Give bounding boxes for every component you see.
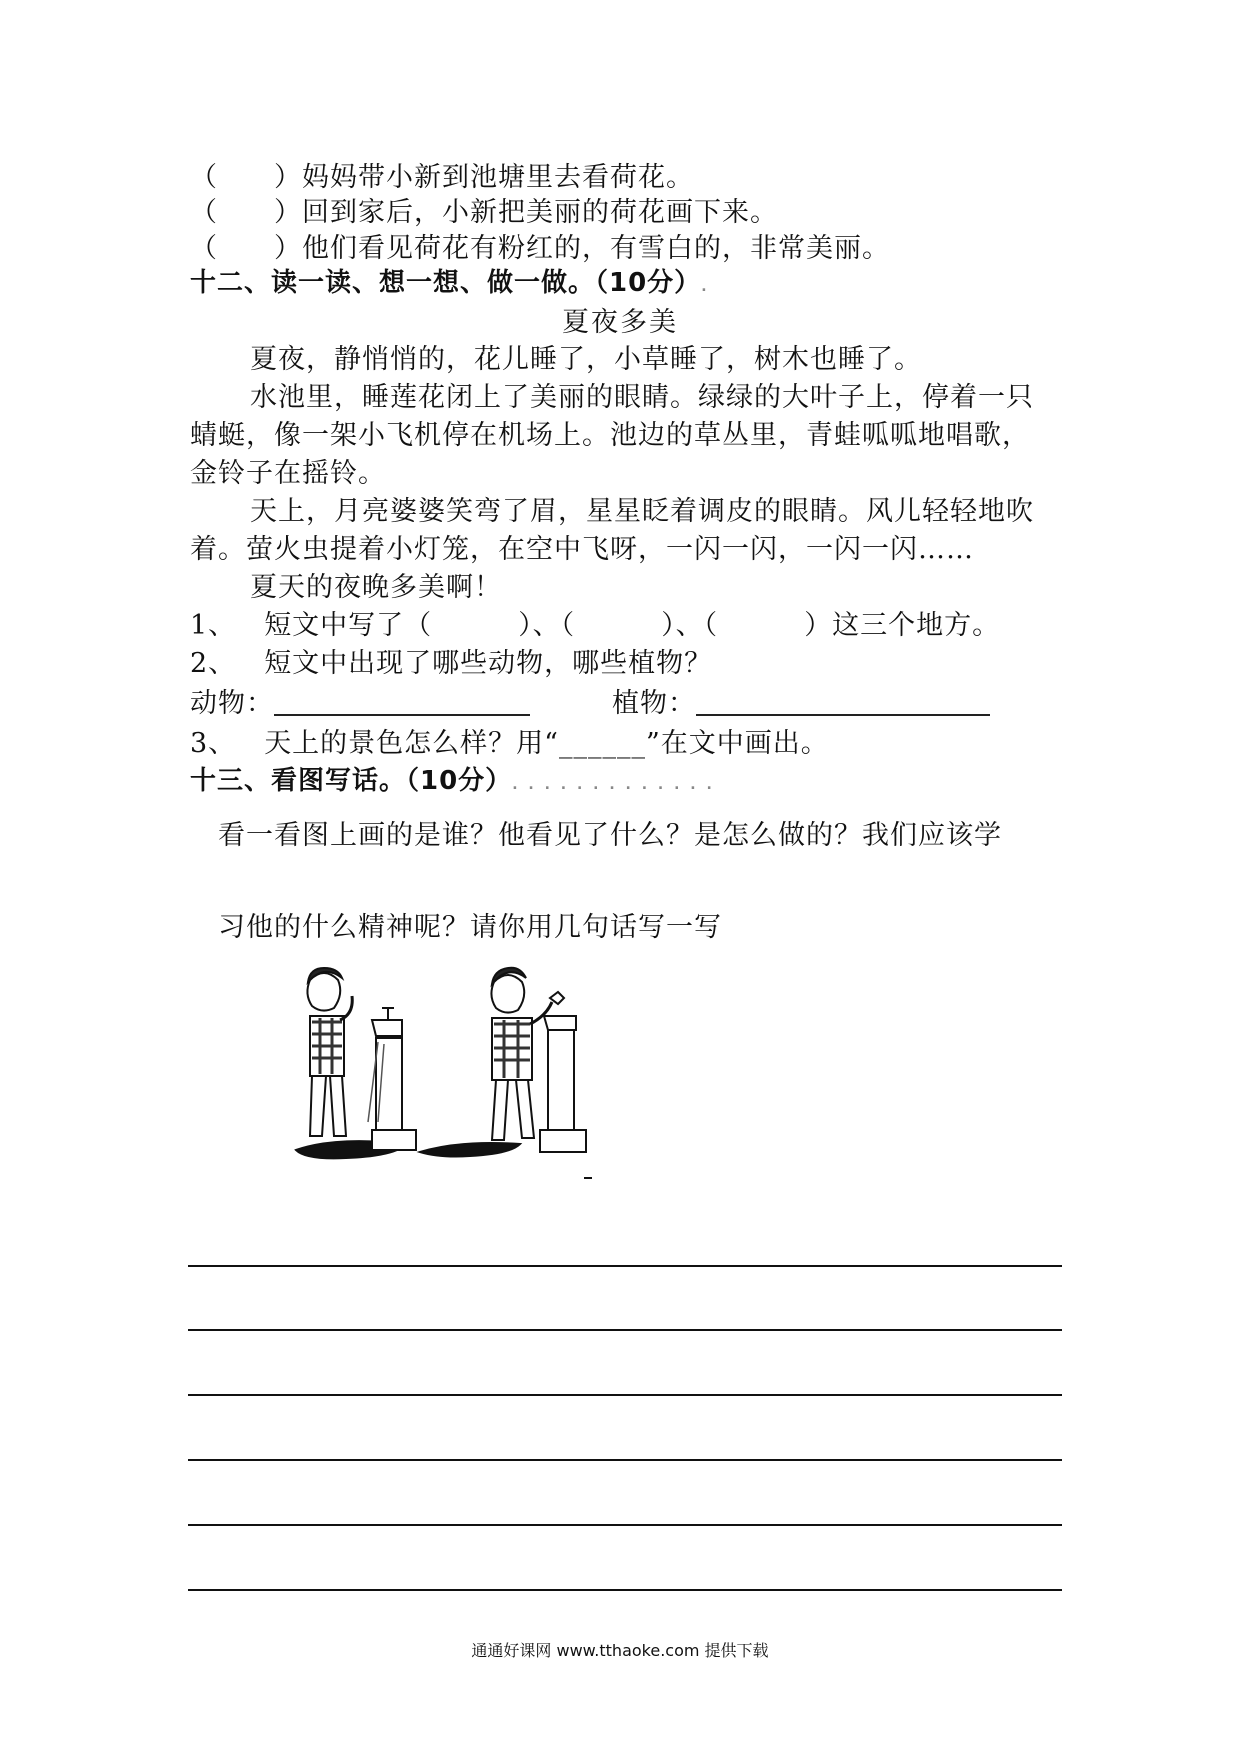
writing-line[interactable] bbox=[188, 1589, 1062, 1591]
passage-paragraph-3-line-2: 着。萤火虫提着小灯笼，在空中飞呀，一闪一闪，一闪一闪…… bbox=[190, 534, 974, 565]
passage-paragraph-2-line-2: 蜻蜓，像一架小飞机停在机场上。池边的草丛里，青蛙呱呱地唱歌， bbox=[190, 420, 1030, 451]
order-item-2 bbox=[190, 190, 778, 229]
question-number: 3、 bbox=[190, 728, 237, 759]
question-2-text: 短文中出现了哪些动物，哪些植物？ bbox=[264, 648, 713, 679]
right-scene bbox=[420, 968, 592, 1178]
dotted-leader: . bbox=[701, 279, 710, 295]
section-13-heading-text: 十三、看图写话。（10分） bbox=[190, 766, 513, 796]
passage-paragraph-2-line-3: 金铃子在摇铃。 bbox=[190, 458, 386, 489]
boy-turning-off-tap-illustration bbox=[260, 960, 670, 1190]
writing-line[interactable] bbox=[188, 1265, 1062, 1267]
picture-prompt-line-2: 习他的什么精神呢？请你用几句话写一写 bbox=[218, 912, 722, 943]
question-3-text: 天上的景色怎么样？用“______”在文中画出。 bbox=[264, 728, 829, 759]
question-1-part-c: ）、（ bbox=[661, 610, 719, 641]
writing-line[interactable] bbox=[188, 1329, 1062, 1331]
order-item-text: 妈妈带小新到池塘里去看荷花。 bbox=[302, 162, 694, 193]
order-item-3 bbox=[190, 226, 890, 265]
answer-bracket[interactable]: （ ） bbox=[190, 233, 302, 264]
answer-bracket[interactable]: （ ） bbox=[190, 197, 302, 228]
order-item-1 bbox=[190, 155, 694, 194]
passage-paragraph-1: 夏夜，静悄悄的，花儿睡了，小草睡了，树木也睡了。 bbox=[250, 344, 922, 375]
plant-answer-line[interactable] bbox=[696, 690, 990, 716]
question-1-part-b: ）、（ bbox=[518, 610, 576, 641]
order-item-text: 他们看见荷花有粉红的，有雪白的，非常美丽。 bbox=[302, 233, 890, 264]
left-scene bbox=[296, 968, 416, 1158]
passage-paragraph-3-line-1: 天上，月亮婆婆笑弯了眉，星星眨着调皮的眼睛。风儿轻轻地吹 bbox=[250, 496, 1034, 527]
plant-label: 植物： bbox=[612, 688, 696, 719]
writing-line[interactable] bbox=[188, 1394, 1062, 1396]
question-number: 2、 bbox=[190, 648, 237, 679]
passage-title: 夏夜多美 bbox=[562, 307, 678, 338]
section-12-heading bbox=[190, 262, 710, 299]
answer-bracket[interactable]: （ ） bbox=[190, 162, 302, 193]
question-1-part-d: ）这三个地方。 bbox=[804, 610, 1001, 641]
order-item-text: 回到家后，小新把美丽的荷花画下来。 bbox=[302, 197, 778, 228]
animal-answer-line[interactable] bbox=[274, 690, 530, 716]
section-12-heading-text: 十二、读一读、想一想、做一做。（10分） bbox=[190, 268, 702, 298]
question-2 bbox=[190, 641, 712, 680]
answer-row-animals-plants bbox=[190, 681, 990, 720]
section-13-heading bbox=[190, 760, 715, 797]
question-1 bbox=[190, 603, 1000, 642]
question-3 bbox=[190, 721, 829, 760]
passage-paragraph-2-line-1: 水池里，睡莲花闭上了美丽的眼睛。绿绿的大叶子上，停着一只 bbox=[250, 382, 1034, 413]
dotted-leader: . . . . . . . . . . . . . bbox=[512, 777, 715, 793]
writing-line[interactable] bbox=[188, 1459, 1062, 1461]
question-1-part-a: 短文中写了（ bbox=[264, 610, 433, 641]
animal-label: 动物： bbox=[190, 688, 274, 719]
picture-prompt-line-1: 看一看图上画的是谁？他看见了什么？是怎么做的？我们应该学 bbox=[218, 820, 1002, 851]
passage-paragraph-4: 夏天的夜晚多美啊！ bbox=[250, 572, 502, 603]
writing-line[interactable] bbox=[188, 1524, 1062, 1526]
footer-source: 通通好课网 www.tthaoke.com 提供下载 bbox=[471, 1641, 769, 1660]
question-number: 1、 bbox=[190, 610, 237, 641]
